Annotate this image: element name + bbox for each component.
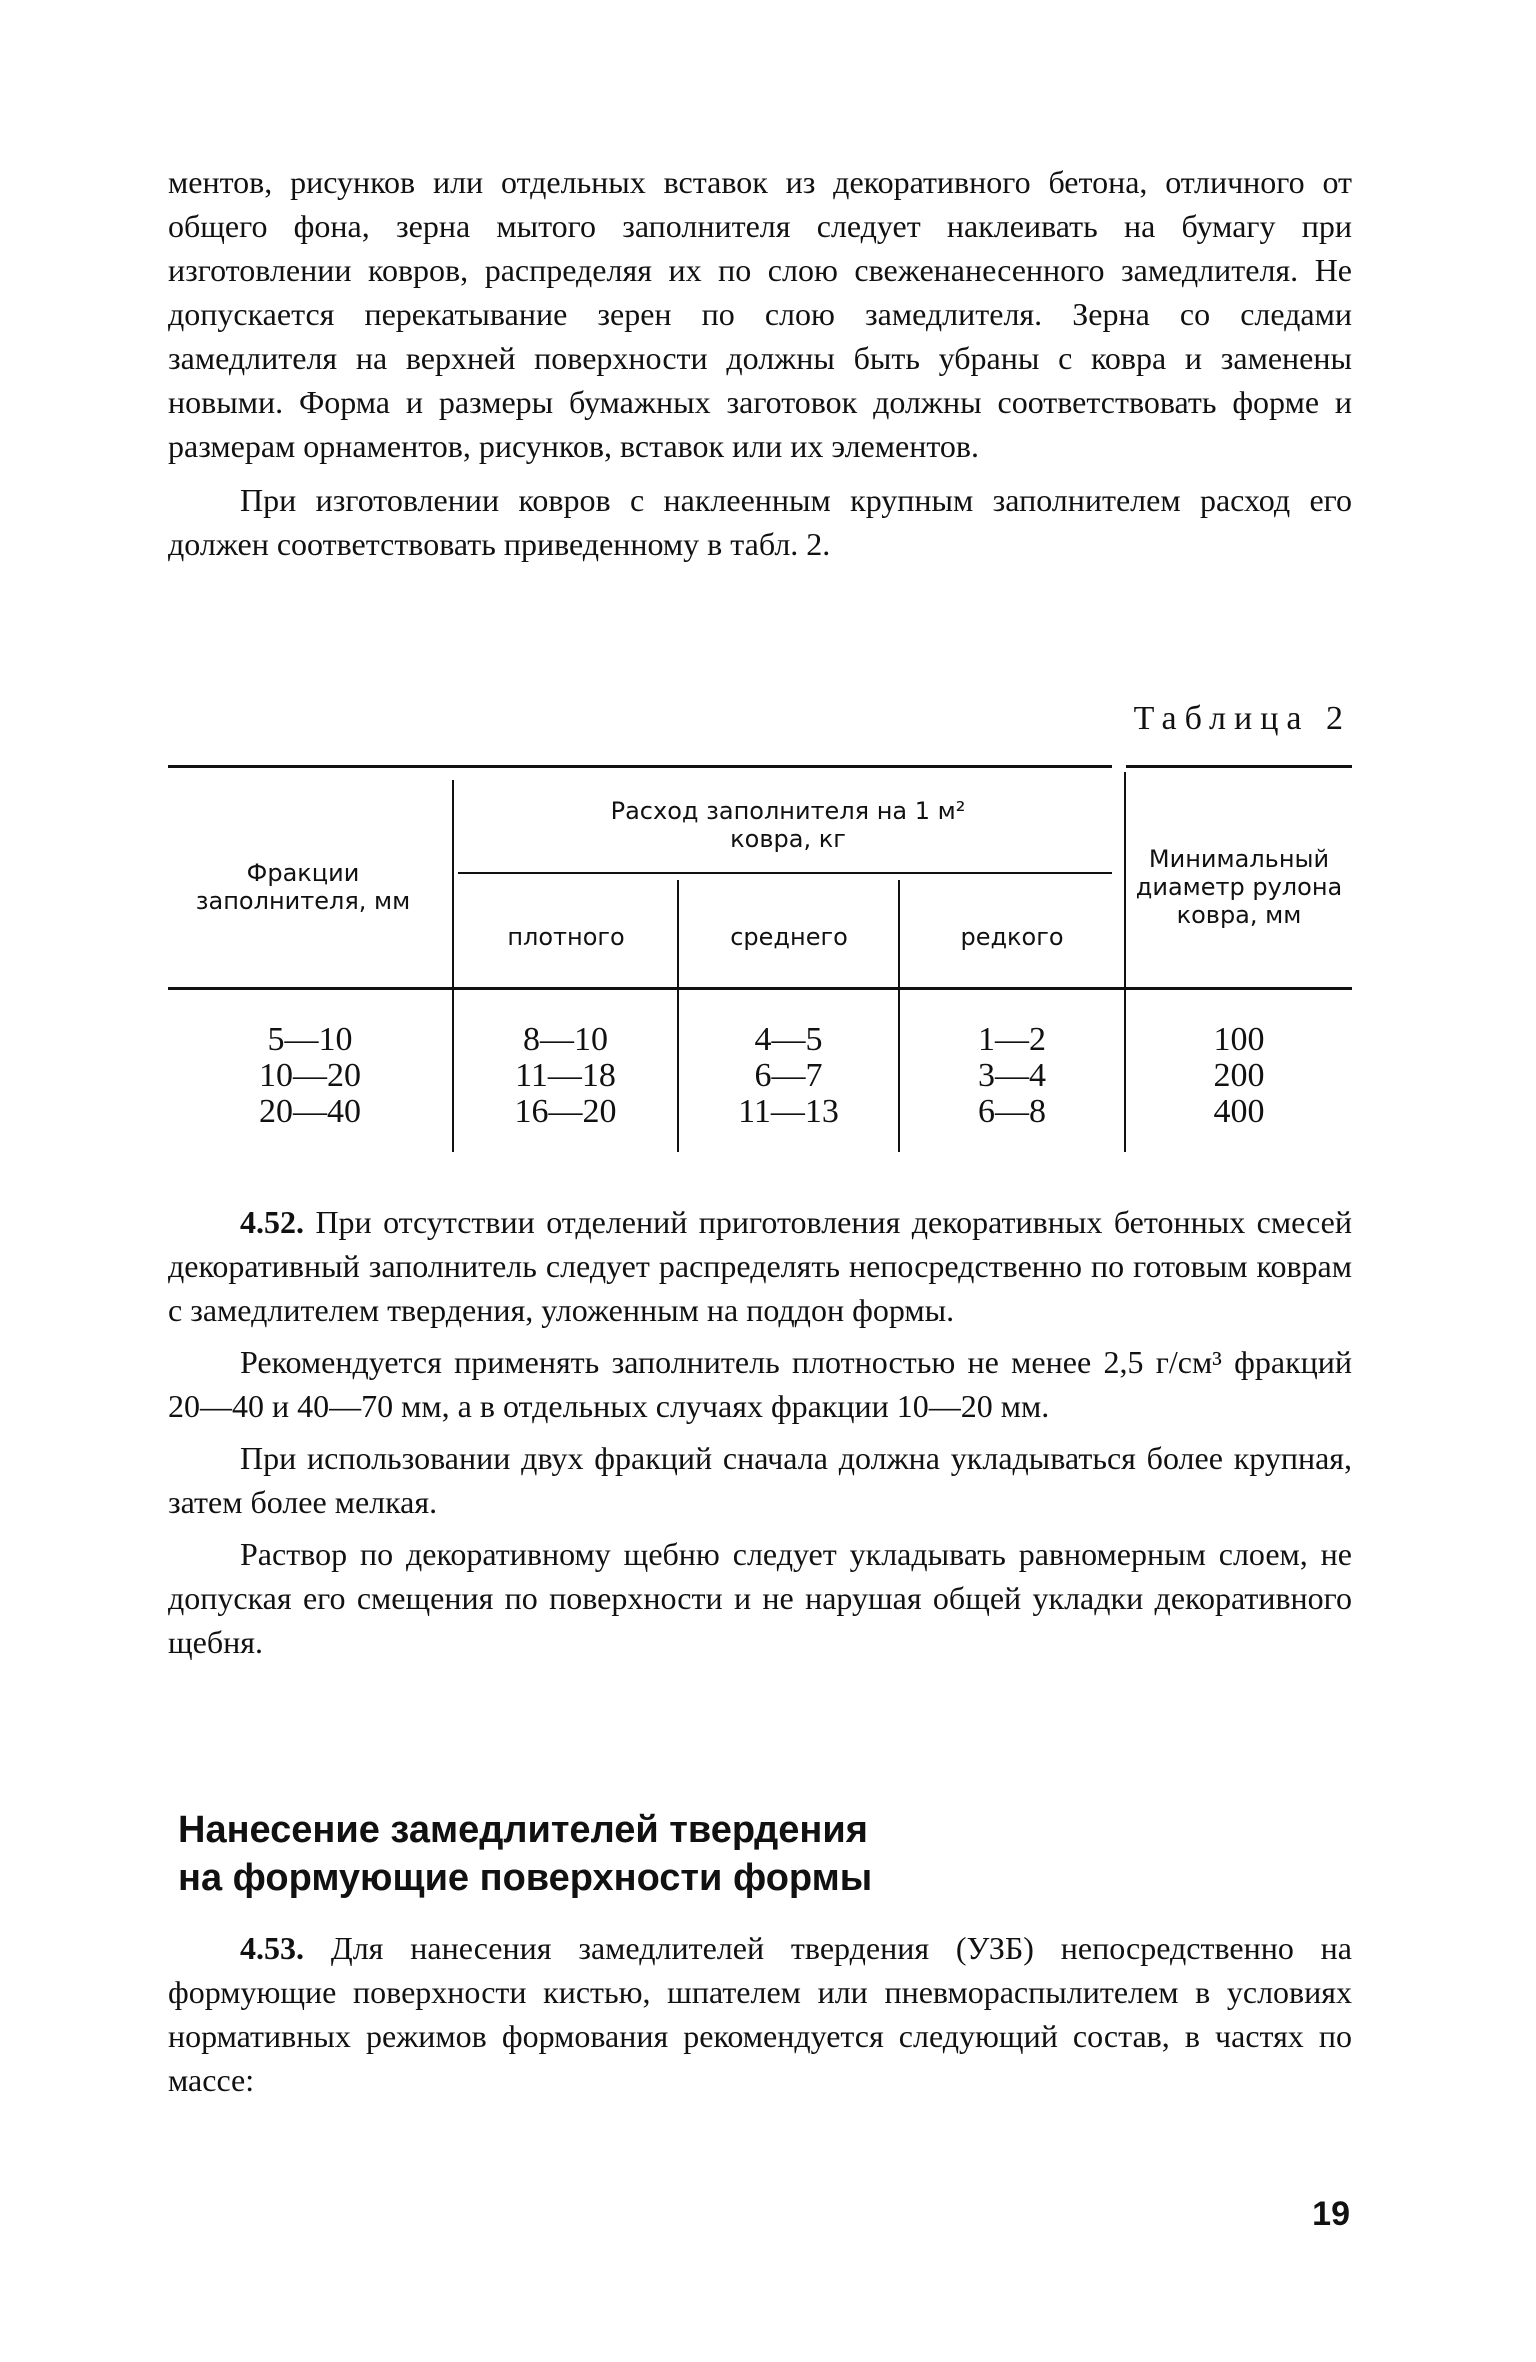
table-rule [1126, 765, 1352, 768]
heading-line: Нанесение замедлителей твердения [178, 1809, 868, 1851]
paragraph: При использовании двух фракций сначала должна укладываться более крупная, затем более мелкая. [168, 1440, 1352, 1520]
table-rule [168, 765, 1112, 768]
section-text: Для нанесения замедлителей твердения (УЗБ) непосредственно на формующие поверхности кистью, шпателем или пневмораспылителем в условиях нормативных режимов формования рекомендуется следующий состав, в частях по массе: [168, 1930, 1353, 2098]
table-cell: 5—10 [267, 1021, 353, 1058]
intro-text [168, 160, 1352, 566]
heading-line: на формующие поверхности формы [178, 1857, 873, 1899]
data-table [168, 762, 1352, 1152]
column-dense [454, 1022, 677, 1130]
column-medium [679, 1022, 898, 1130]
section-number: 4.52. [240, 1204, 304, 1240]
header-dense: плотного [507, 923, 625, 951]
column-sparse [900, 1022, 1124, 1130]
table-cell: 20—40 [259, 1093, 361, 1130]
table-cell: 3—4 [978, 1057, 1046, 1094]
table-cell: 400 [1213, 1093, 1265, 1130]
table-cell: 1—2 [978, 1021, 1046, 1058]
paragraph: Рекомендуется применять заполнитель плотностью не менее 2,5 г/см³ фракций 20—40 и 40—70 мм, а в отдельных случаях фракции 10—20 мм. [168, 1344, 1352, 1424]
paragraph [168, 1926, 1352, 2102]
table-cell: 100 [1213, 1021, 1265, 1058]
table-rule [168, 987, 1352, 990]
table-cell: 10—20 [259, 1057, 361, 1094]
header-sparse: редкого [960, 923, 1064, 951]
section-4-53 [168, 1926, 1352, 2102]
paragraph: Раствор по декоративному щебню следует укладывать равномерным слоем, не допуская его смещения по поверхности и не нарушая общей укладки декоративного щебня. [168, 1536, 1352, 1660]
table-cell: 4—5 [754, 1021, 823, 1058]
column-min-diameter [1126, 1022, 1352, 1130]
table-caption: Таблица 2 [1133, 700, 1351, 737]
table-cell: 16—20 [514, 1093, 617, 1130]
table-cell: 11—13 [738, 1093, 839, 1130]
paragraph: При изготовлении ковров с наклеенным крупным заполнителем расход его должен соответствовать приведенному в табл. 2. [168, 482, 1352, 562]
table-cell: 6—8 [978, 1093, 1046, 1130]
header-medium: среднего [730, 923, 848, 951]
header-consumption: Расход заполнителя на 1 м² ковра, кг [610, 797, 966, 853]
header-min-diameter: Минимальный диаметр рулона ковра, мм [1135, 845, 1343, 929]
table-cell: 11—18 [515, 1057, 616, 1094]
section-text: При отсутствии отделений приготовления декоративных бетонных смесей декоративный заполнитель следует распределять непосредственно по готовым коврам с замедлителем твердения, уложенным на поддон формы. [168, 1204, 1353, 1328]
section-number: 4.53. [240, 1930, 304, 1966]
table-cell: 8—10 [523, 1021, 608, 1058]
page-number: 19 [1312, 2195, 1350, 2233]
section-4-52 [168, 1200, 1352, 1664]
table-cell: 6—7 [754, 1057, 823, 1094]
section-heading [178, 1806, 1078, 1902]
paragraph: ментов, рисунков или отдельных вставок из декоративного бетона, отличного от общего фона, зерна мытого заполнителя следует наклеивать на бумагу при изготовлении ковров, распределяя их по слою свеженанесенного замедлителя. Не допускается перекатывание зерен по слою замедлителя. Зерна со следами замедлителя на верхней поверхности должны быть убраны с ковра и заменены новыми. Форма и размеры бумажных заготовок должны соответствовать форме и размерам орнаментов, рисунков, вставок или их элементов. [168, 164, 1352, 464]
column-fractions [168, 1022, 452, 1130]
header-fractions: Фракции заполнителя, мм [195, 859, 411, 915]
paragraph [168, 1200, 1352, 1332]
table-rule [458, 872, 1112, 874]
table-cell: 200 [1213, 1057, 1265, 1094]
